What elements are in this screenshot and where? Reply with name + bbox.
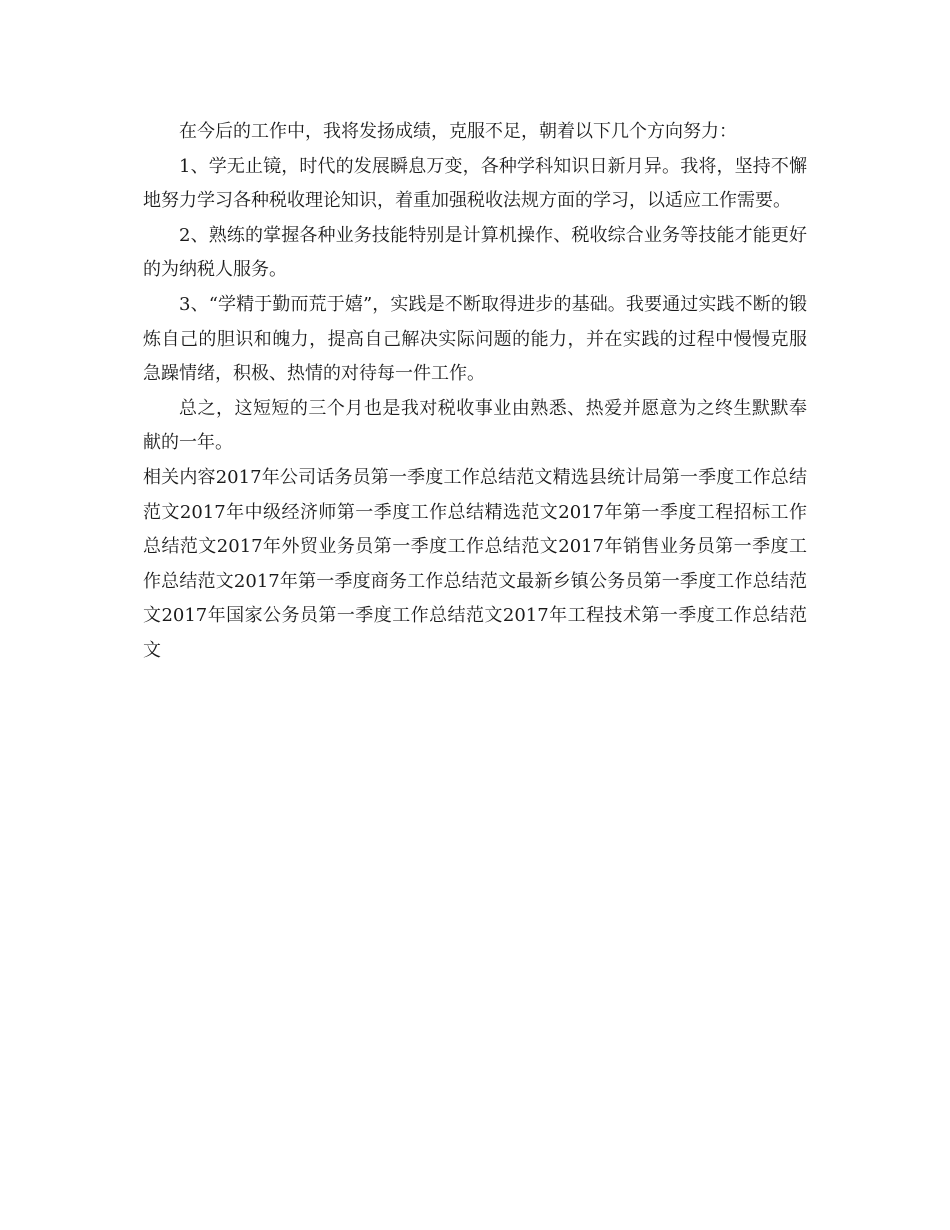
- related-content: 相关内容2017年公司话务员第一季度工作总结范文精选县统计局第一季度工作总结范文2017年中级经济师第一季度工作总结精选范文2017年第一季度工程招标工作总结范文2017年外贸业务员第一季度工作总结范文2017年销售业务员第一季度工作总结范文2017年第一季度商务工作总结范文最新乡镇公务员第一季度工作总结范文2017年国家公务员第一季度工作总结范文2017年工程技术第一季度工作总结范文: [143, 466, 807, 661]
- document-body: [143, 115, 807, 669]
- paragraph-point-3: 3、“学精于勤而荒于嬉”，实践是不断取得进步的基础。我要通过实践不断的锻炼自己的胆识和魄力，提高自己解决实际问题的能力，并在实践的过程中慢慢克服急躁情绪，积极、热情的对待每一件工作。: [143, 293, 807, 385]
- paragraph-point-2: 2、熟练的掌握各种业务技能特别是计算机操作、税收综合业务等技能才能更好的为纳税人服务。: [143, 224, 807, 281]
- paragraph-conclusion: 总之，这短短的三个月也是我对税收事业由熟悉、热爱并愿意为之终生默默奉献的一年。: [143, 397, 807, 454]
- paragraph-intro: 在今后的工作中，我将发扬成绩，克服不足，朝着以下几个方向努力：: [179, 121, 737, 142]
- paragraph-point-1: 1、学无止镜，时代的发展瞬息万变，各种学科知识日新月异。我将，坚持不懈地努力学习各种税收理论知识，着重加强税收法规方面的学习，以适应工作需要。: [143, 155, 807, 212]
